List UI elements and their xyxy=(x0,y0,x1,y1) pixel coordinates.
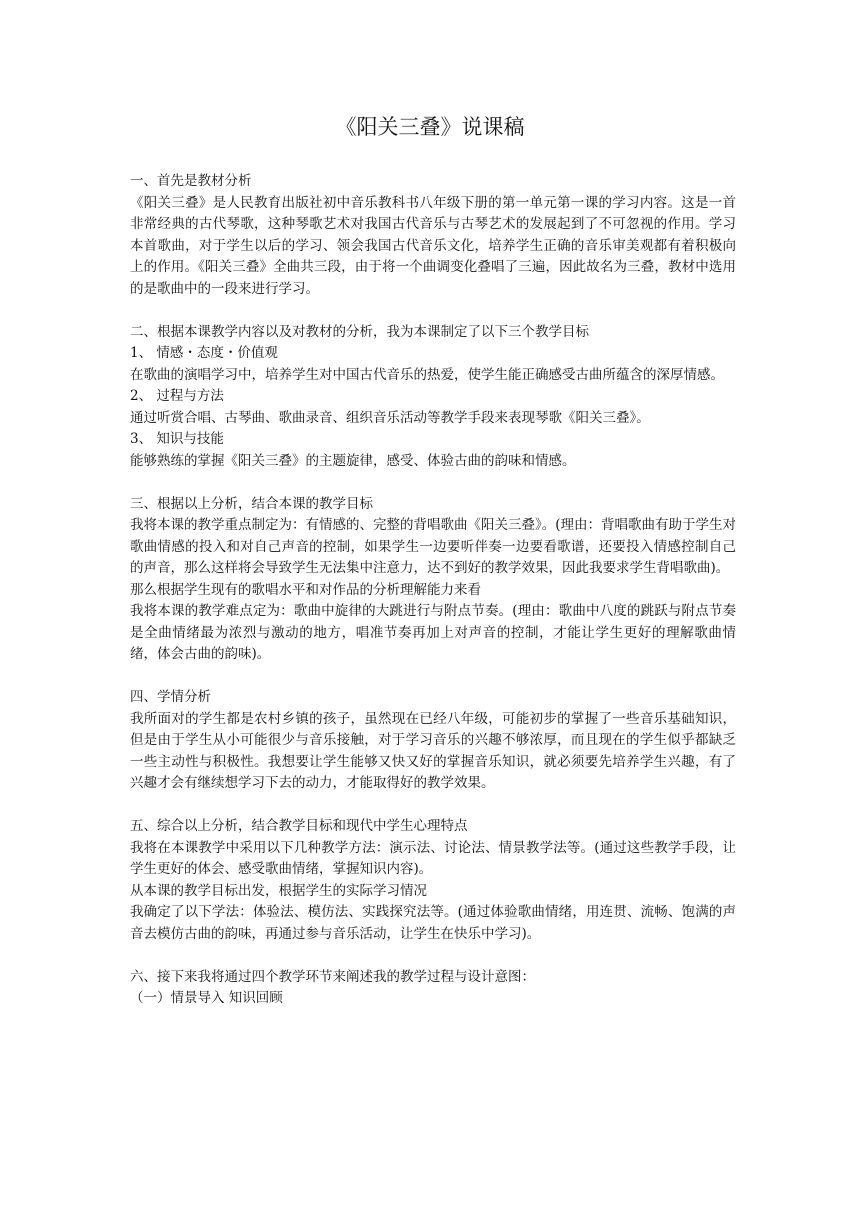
section-paragraph: 通过听赏合唱、古琴曲、歌曲录音、组织音乐活动等教学手段来表现琴歌《阳关三叠》。 xyxy=(130,409,650,426)
paragraph-gap xyxy=(130,795,736,817)
section-heading: 三、根据以上分析，结合本课的教学目标 xyxy=(130,495,373,512)
section-paragraph: 我所面对的学生都是农村乡镇的孩子，虽然现在已经八年级，可能初步的掌握了一些音乐基础知识，但是由于学生从小可能很少与音乐接触，对于学习音乐的兴趣不够浓厚，而且现在的学生似乎都缺乏一些主动性与积极性。我想要让学生能够又快又好的掌握音乐知识，就必须要先培养学生兴趣，有了兴趣才会有继续想学习下去的动力，才能取得好的教学效果。 xyxy=(130,710,736,791)
section-heading: 二、根据本课教学内容以及对教材的分析，我为本课制定了以下三个教学目标 xyxy=(130,323,589,340)
section-heading: 六、接下来我将通过四个教学环节来阐述我的教学过程与设计意图： xyxy=(130,968,535,985)
section-paragraph: 能够熟练的掌握《阳关三叠》的主题旋律，感受、体验古曲的韵味和情感。 xyxy=(130,452,576,469)
section-heading: 五、综合以上分析，结合教学目标和现代中学生心理特点 xyxy=(130,818,468,834)
section-paragraph: 那么根据学生现有的歌唱水平和对作品的分析理解能力来看 xyxy=(130,581,481,598)
section-paragraph: 在歌曲的演唱学习中，培养学生对中国古代音乐的热爱，使学生能正确感受古曲所蕴含的深厚情感。 xyxy=(130,366,724,383)
section-textbook-analysis xyxy=(130,171,736,300)
document-title: 《阳关三叠》说课稿 xyxy=(335,115,525,139)
section-paragraph: 《阳关三叠》是人民教育出版社初中音乐教科书八年级下册的第一单元第一课的学习内容。这是一首非常经典的古代琴歌，这种琴歌艺术对我国古代音乐与古琴艺术的发展起到了不可忽视的作用。学习本首歌曲，对于学生以后的学习、领会我国古代音乐文化，培养学生正确的音乐审美观都有着积极向上的作用。《阳关三叠》全曲共三段，由于将一个曲调变化叠唱了三遍，因此故名为三叠，教材中选用的是歌曲中的一段来进行学习。 xyxy=(130,194,736,297)
section-paragraph: 我将本课的教学难点定为：歌曲中旋律的大跳进行与附点节奏。(理由：歌曲中八度的跳跃与附点节奏是全曲情绪最为浓烈与激动的地方，唱准节奏再加上对声音的控制，才能让学生更好的理解歌曲情绪，体会古曲的韵味)。 xyxy=(130,603,736,662)
section-student-analysis xyxy=(130,687,736,795)
section-heading: 一、首先是教材分析 xyxy=(130,173,252,189)
section-key-points xyxy=(130,494,736,666)
section-teaching-process xyxy=(130,967,736,1010)
section-teaching-methods xyxy=(130,816,736,945)
section-teaching-objectives xyxy=(130,322,736,473)
paragraph-gap xyxy=(130,300,736,322)
subsection-heading: （一）情景导入 知识回顾 xyxy=(130,990,283,1006)
objective-heading: 1、 情感・态度・价值观 xyxy=(130,345,278,361)
paragraph-gap xyxy=(130,472,736,494)
section-heading: 四、学情分析 xyxy=(130,689,211,705)
section-paragraph: 从本课的教学目标出发，根据学生的实际学习情况 xyxy=(130,882,427,899)
section-paragraph: 我将本课的教学重点制定为：有情感的、完整的背唱歌曲《阳关三叠》。(理由：背唱歌曲有助于学生对歌曲情感的投入和对自己声音的控制，如果学生一边要听伴奏一边要看歌谱，还要投入情感控制自己的声音，那么这样将会导致学生无法集中注意力，达不到好的教学效果，因此我要求学生背唱歌曲)。 xyxy=(130,517,737,576)
document-body xyxy=(130,171,736,1010)
paragraph-gap xyxy=(130,666,736,688)
objective-heading: 2、 过程与方法 xyxy=(130,388,224,404)
paragraph-gap xyxy=(130,945,736,967)
section-paragraph: 我将在本课教学中采用以下几种教学方法：演示法、讨论法、情景教学法等。(通过这些教学手段，让学生更好的体会、感受歌曲情绪，掌握知识内容)。 xyxy=(130,839,736,877)
objective-heading: 3、 知识与技能 xyxy=(130,431,224,447)
section-paragraph: 我确定了以下学法：体验法、模仿法、实践探究法等。(通过体验歌曲情绪，用连贯、流畅、饱满的声音去模仿古曲的韵味，再通过参与音乐活动，让学生在快乐中学习)。 xyxy=(130,904,736,942)
